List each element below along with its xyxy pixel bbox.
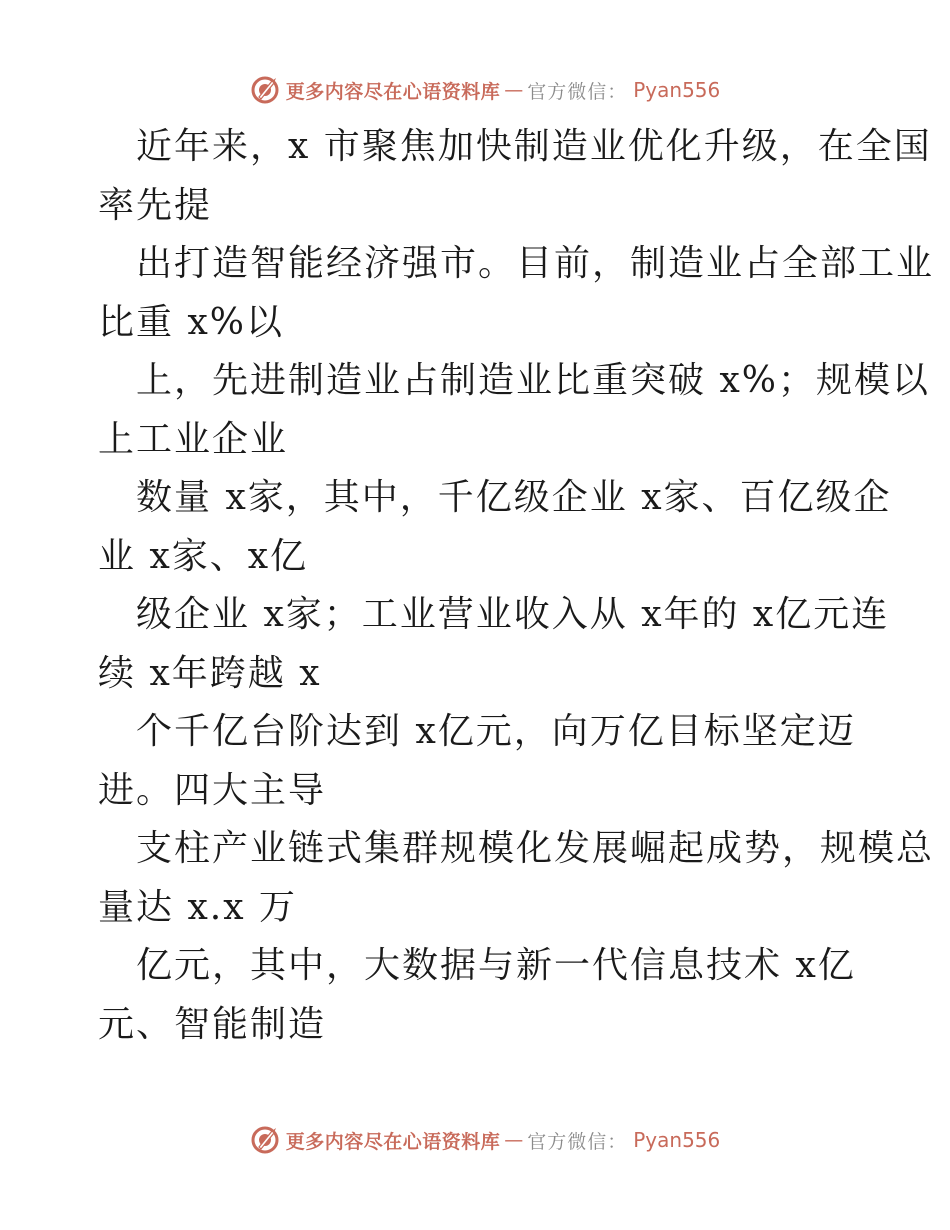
body-line: 上，先进制造业占制造业比重突破 x%；规模以 (136, 360, 930, 401)
body-line: 量达 x.x 万 (98, 886, 297, 928)
header-brand-text: 更多内容尽在心语资料库 (285, 80, 501, 103)
header-banner (0, 70, 950, 110)
footer-banner (0, 1120, 950, 1160)
brand-logo-icon (250, 1125, 280, 1155)
footer-brand-text: 更多内容尽在心语资料库 (285, 1130, 501, 1153)
header-banner-inner (250, 75, 721, 105)
footer-dash: — (504, 1129, 524, 1151)
body-line: 进。四大主导 (98, 769, 327, 811)
body-line: 上工业企业 (98, 418, 289, 460)
header-dash: — (504, 79, 524, 101)
footer-banner-inner (250, 1125, 721, 1155)
body-line: 数量 x家，其中，千亿级企业 x家、百亿级企 (136, 477, 892, 518)
body-line: 近年来，x 市聚焦加快制造业优化升级，在全国 (136, 126, 932, 167)
body-line: 业 x家、x亿 (98, 535, 309, 577)
body-line: 出打造智能经济强市。目前，制造业占全部工业 (136, 243, 935, 284)
body-line: 率先提 (98, 184, 213, 226)
footer-wechat-id: Pyan556 (633, 1128, 721, 1152)
body-line: 支柱产业链式集群规模化发展崛起成势，规模总 (136, 828, 935, 869)
body-line: 比重 x%以 (98, 301, 284, 343)
body-line: 亿元，其中，大数据与新一代信息技术 x亿 (136, 945, 856, 986)
body-line: 续 x年跨越 x (98, 652, 322, 694)
header-wechat-label: 官方微信： (527, 80, 628, 103)
footer-wechat-label: 官方微信： (527, 1130, 628, 1153)
body-line: 元、智能制造 (98, 1003, 327, 1045)
document-body (98, 118, 935, 1054)
body-line: 个千亿台阶达到 x亿元，向万亿目标坚定迈 (136, 711, 856, 752)
header-wechat-id: Pyan556 (633, 78, 721, 102)
brand-logo-icon (250, 75, 280, 105)
body-line: 级企业 x家；工业营业收入从 x年的 x亿元连 (136, 594, 890, 635)
